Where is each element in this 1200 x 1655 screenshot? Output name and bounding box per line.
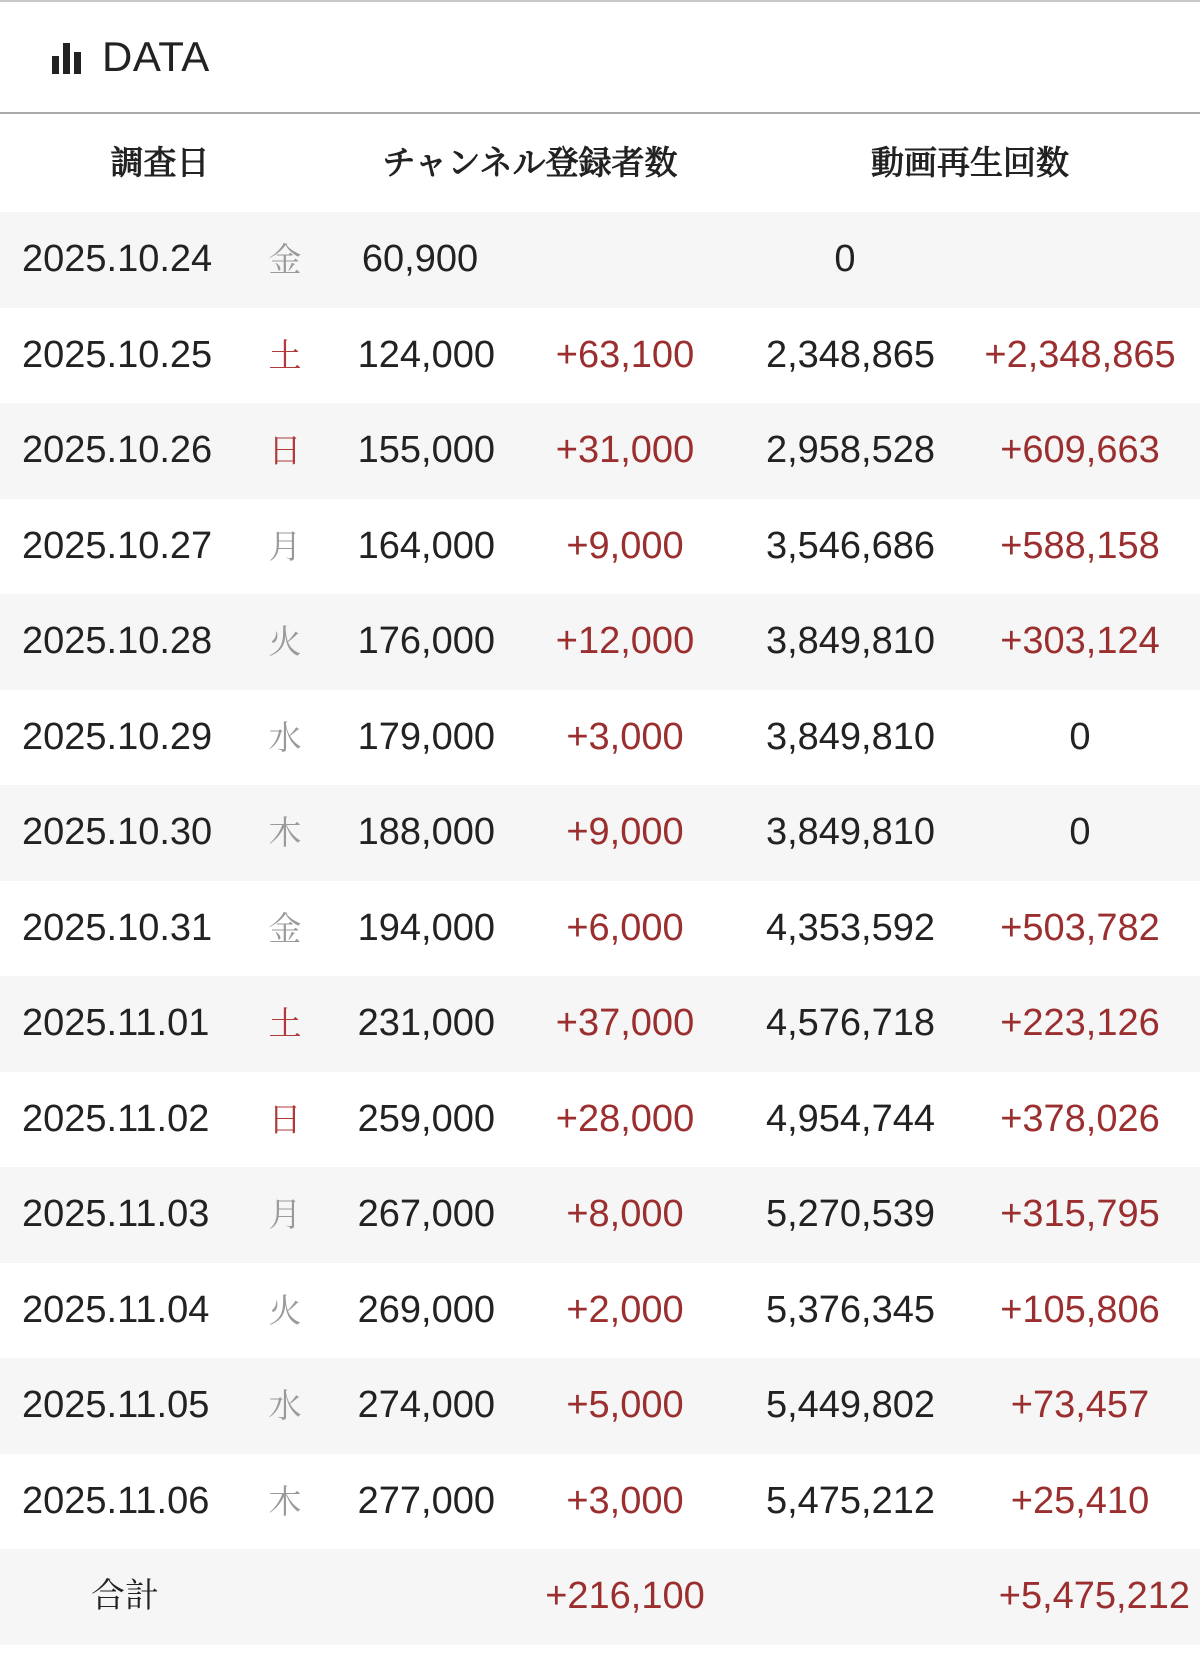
row-views: 3,849,810 <box>765 715 935 758</box>
row-weekday: 木 <box>268 813 302 852</box>
column-header-date: 調査日 <box>110 143 210 182</box>
row-weekday: 月 <box>268 526 302 566</box>
row-date: 2025.10.31 <box>22 906 213 949</box>
row-date: 2025.11.01 <box>22 1002 210 1044</box>
row-subscribers-delta <box>525 212 725 308</box>
row-subscribers-delta: +6,000 <box>566 906 684 949</box>
row-date: 2025.11.02 <box>22 1097 210 1140</box>
row-subscribers: 277,000 <box>357 1479 495 1522</box>
row-weekday: 木 <box>268 1481 302 1521</box>
row-weekday: 日 <box>268 431 302 470</box>
row-weekday: 火 <box>268 1290 302 1330</box>
row-views: 3,546,686 <box>765 524 935 567</box>
row-subscribers-delta: +31,000 <box>555 429 695 471</box>
row-date: 2025.11.06 <box>22 1479 210 1522</box>
row-date: 2025.11.05 <box>22 1384 210 1426</box>
row-date: 2025.10.27 <box>22 524 213 567</box>
row-views: 5,475,212 <box>765 1479 935 1522</box>
table-row <box>0 690 1200 786</box>
row-weekday: 水 <box>268 1386 302 1425</box>
row-views-delta: 0 <box>1069 811 1091 853</box>
table-row <box>0 499 1200 595</box>
bar-chart-icon <box>52 40 86 74</box>
row-subscribers-delta: +63,100 <box>555 333 695 376</box>
row-subscribers-delta: +28,000 <box>555 1097 695 1140</box>
total-label: 合計 <box>91 1576 159 1616</box>
table-row <box>0 1358 1200 1454</box>
row-views: 3,849,810 <box>765 811 935 853</box>
row-subscribers: 179,000 <box>357 715 495 758</box>
row-subscribers-delta: +2,000 <box>566 1288 684 1331</box>
row-date: 2025.10.28 <box>22 620 213 662</box>
table-header <box>0 114 1200 212</box>
row-views-delta: +609,663 <box>1000 429 1160 471</box>
table-row <box>0 881 1200 977</box>
row-views-delta: +2,348,865 <box>984 333 1176 376</box>
row-views-delta: +73,457 <box>1010 1384 1150 1426</box>
row-subscribers: 155,000 <box>357 429 495 471</box>
row-subscribers: 60,900 <box>361 238 479 280</box>
row-subscribers: 176,000 <box>357 620 495 662</box>
row-date: 2025.10.30 <box>22 811 213 853</box>
row-date: 2025.10.29 <box>22 715 213 758</box>
row-views: 4,954,744 <box>765 1097 935 1140</box>
total-subscribers-delta: +216,100 <box>545 1575 705 1617</box>
total-row <box>0 1549 1200 1645</box>
row-views-delta: +378,026 <box>1000 1097 1160 1140</box>
row-views-delta: +223,126 <box>1000 1002 1160 1044</box>
row-views-delta: +303,124 <box>1000 620 1160 662</box>
table-row <box>0 1167 1200 1263</box>
row-weekday: 土 <box>268 1004 302 1043</box>
table-row <box>0 1072 1200 1168</box>
row-views: 2,348,865 <box>765 333 935 376</box>
row-views-delta: +588,158 <box>1000 524 1160 567</box>
table-row <box>0 976 1200 1072</box>
row-weekday: 土 <box>268 335 302 375</box>
row-subscribers-delta: +8,000 <box>566 1193 684 1235</box>
row-subscribers-delta: +37,000 <box>555 1002 695 1044</box>
row-subscribers: 269,000 <box>357 1288 495 1331</box>
table-row <box>0 594 1200 690</box>
row-subscribers: 188,000 <box>357 811 495 853</box>
column-header-subscribers: チャンネル登録者数 <box>382 143 678 182</box>
row-subscribers-delta: +9,000 <box>566 524 684 567</box>
row-subscribers-delta: +3,000 <box>566 1479 684 1522</box>
row-subscribers: 194,000 <box>357 906 495 949</box>
table-row <box>0 785 1200 881</box>
row-weekday: 水 <box>268 717 302 757</box>
row-subscribers: 164,000 <box>357 524 495 567</box>
row-views: 5,449,802 <box>765 1384 935 1426</box>
data-table <box>0 212 1200 1645</box>
table-row <box>0 212 1200 308</box>
row-views: 5,376,345 <box>765 1288 935 1331</box>
row-views-delta: +315,795 <box>1000 1193 1160 1235</box>
row-views: 2,958,528 <box>765 429 935 471</box>
row-views-delta: +25,410 <box>1010 1479 1150 1522</box>
row-views: 3,849,810 <box>765 620 935 662</box>
row-weekday: 金 <box>268 240 302 279</box>
row-date: 2025.10.24 <box>22 238 213 280</box>
row-date: 2025.10.25 <box>22 333 213 376</box>
row-views-delta: 0 <box>1069 715 1091 758</box>
row-views-delta: +503,782 <box>1000 906 1160 949</box>
row-subscribers-delta: +3,000 <box>566 715 684 758</box>
section-title: DATA <box>102 33 210 80</box>
table-row <box>0 1454 1200 1550</box>
column-header-views: 動画再生回数 <box>871 143 1069 182</box>
row-weekday: 金 <box>268 908 302 948</box>
row-subscribers: 274,000 <box>357 1384 495 1426</box>
row-subscribers: 231,000 <box>357 1002 495 1044</box>
table-row <box>0 308 1200 404</box>
row-views-delta <box>970 212 1190 308</box>
row-weekday: 月 <box>268 1195 302 1234</box>
row-subscribers: 259,000 <box>357 1097 495 1140</box>
row-date: 2025.10.26 <box>22 429 213 471</box>
row-views-delta: +105,806 <box>1000 1288 1160 1331</box>
row-views: 4,576,718 <box>765 1002 935 1044</box>
row-views: 4,353,592 <box>765 906 935 949</box>
table-row <box>0 403 1200 499</box>
row-subscribers-delta: +9,000 <box>566 811 684 853</box>
row-subscribers-delta: +5,000 <box>566 1384 684 1426</box>
row-views: 5,270,539 <box>765 1193 935 1235</box>
row-date: 2025.11.04 <box>22 1288 210 1331</box>
row-subscribers: 267,000 <box>357 1193 495 1235</box>
row-weekday: 火 <box>268 622 302 661</box>
total-views-delta: +5,475,212 <box>998 1575 1190 1617</box>
row-subscribers: 124,000 <box>357 333 495 376</box>
row-subscribers-delta: +12,000 <box>555 620 695 662</box>
row-views: 0 <box>834 238 856 280</box>
row-weekday: 日 <box>268 1099 302 1139</box>
row-date: 2025.11.03 <box>22 1193 210 1235</box>
section-header <box>0 2 1200 112</box>
table-row <box>0 1263 1200 1359</box>
